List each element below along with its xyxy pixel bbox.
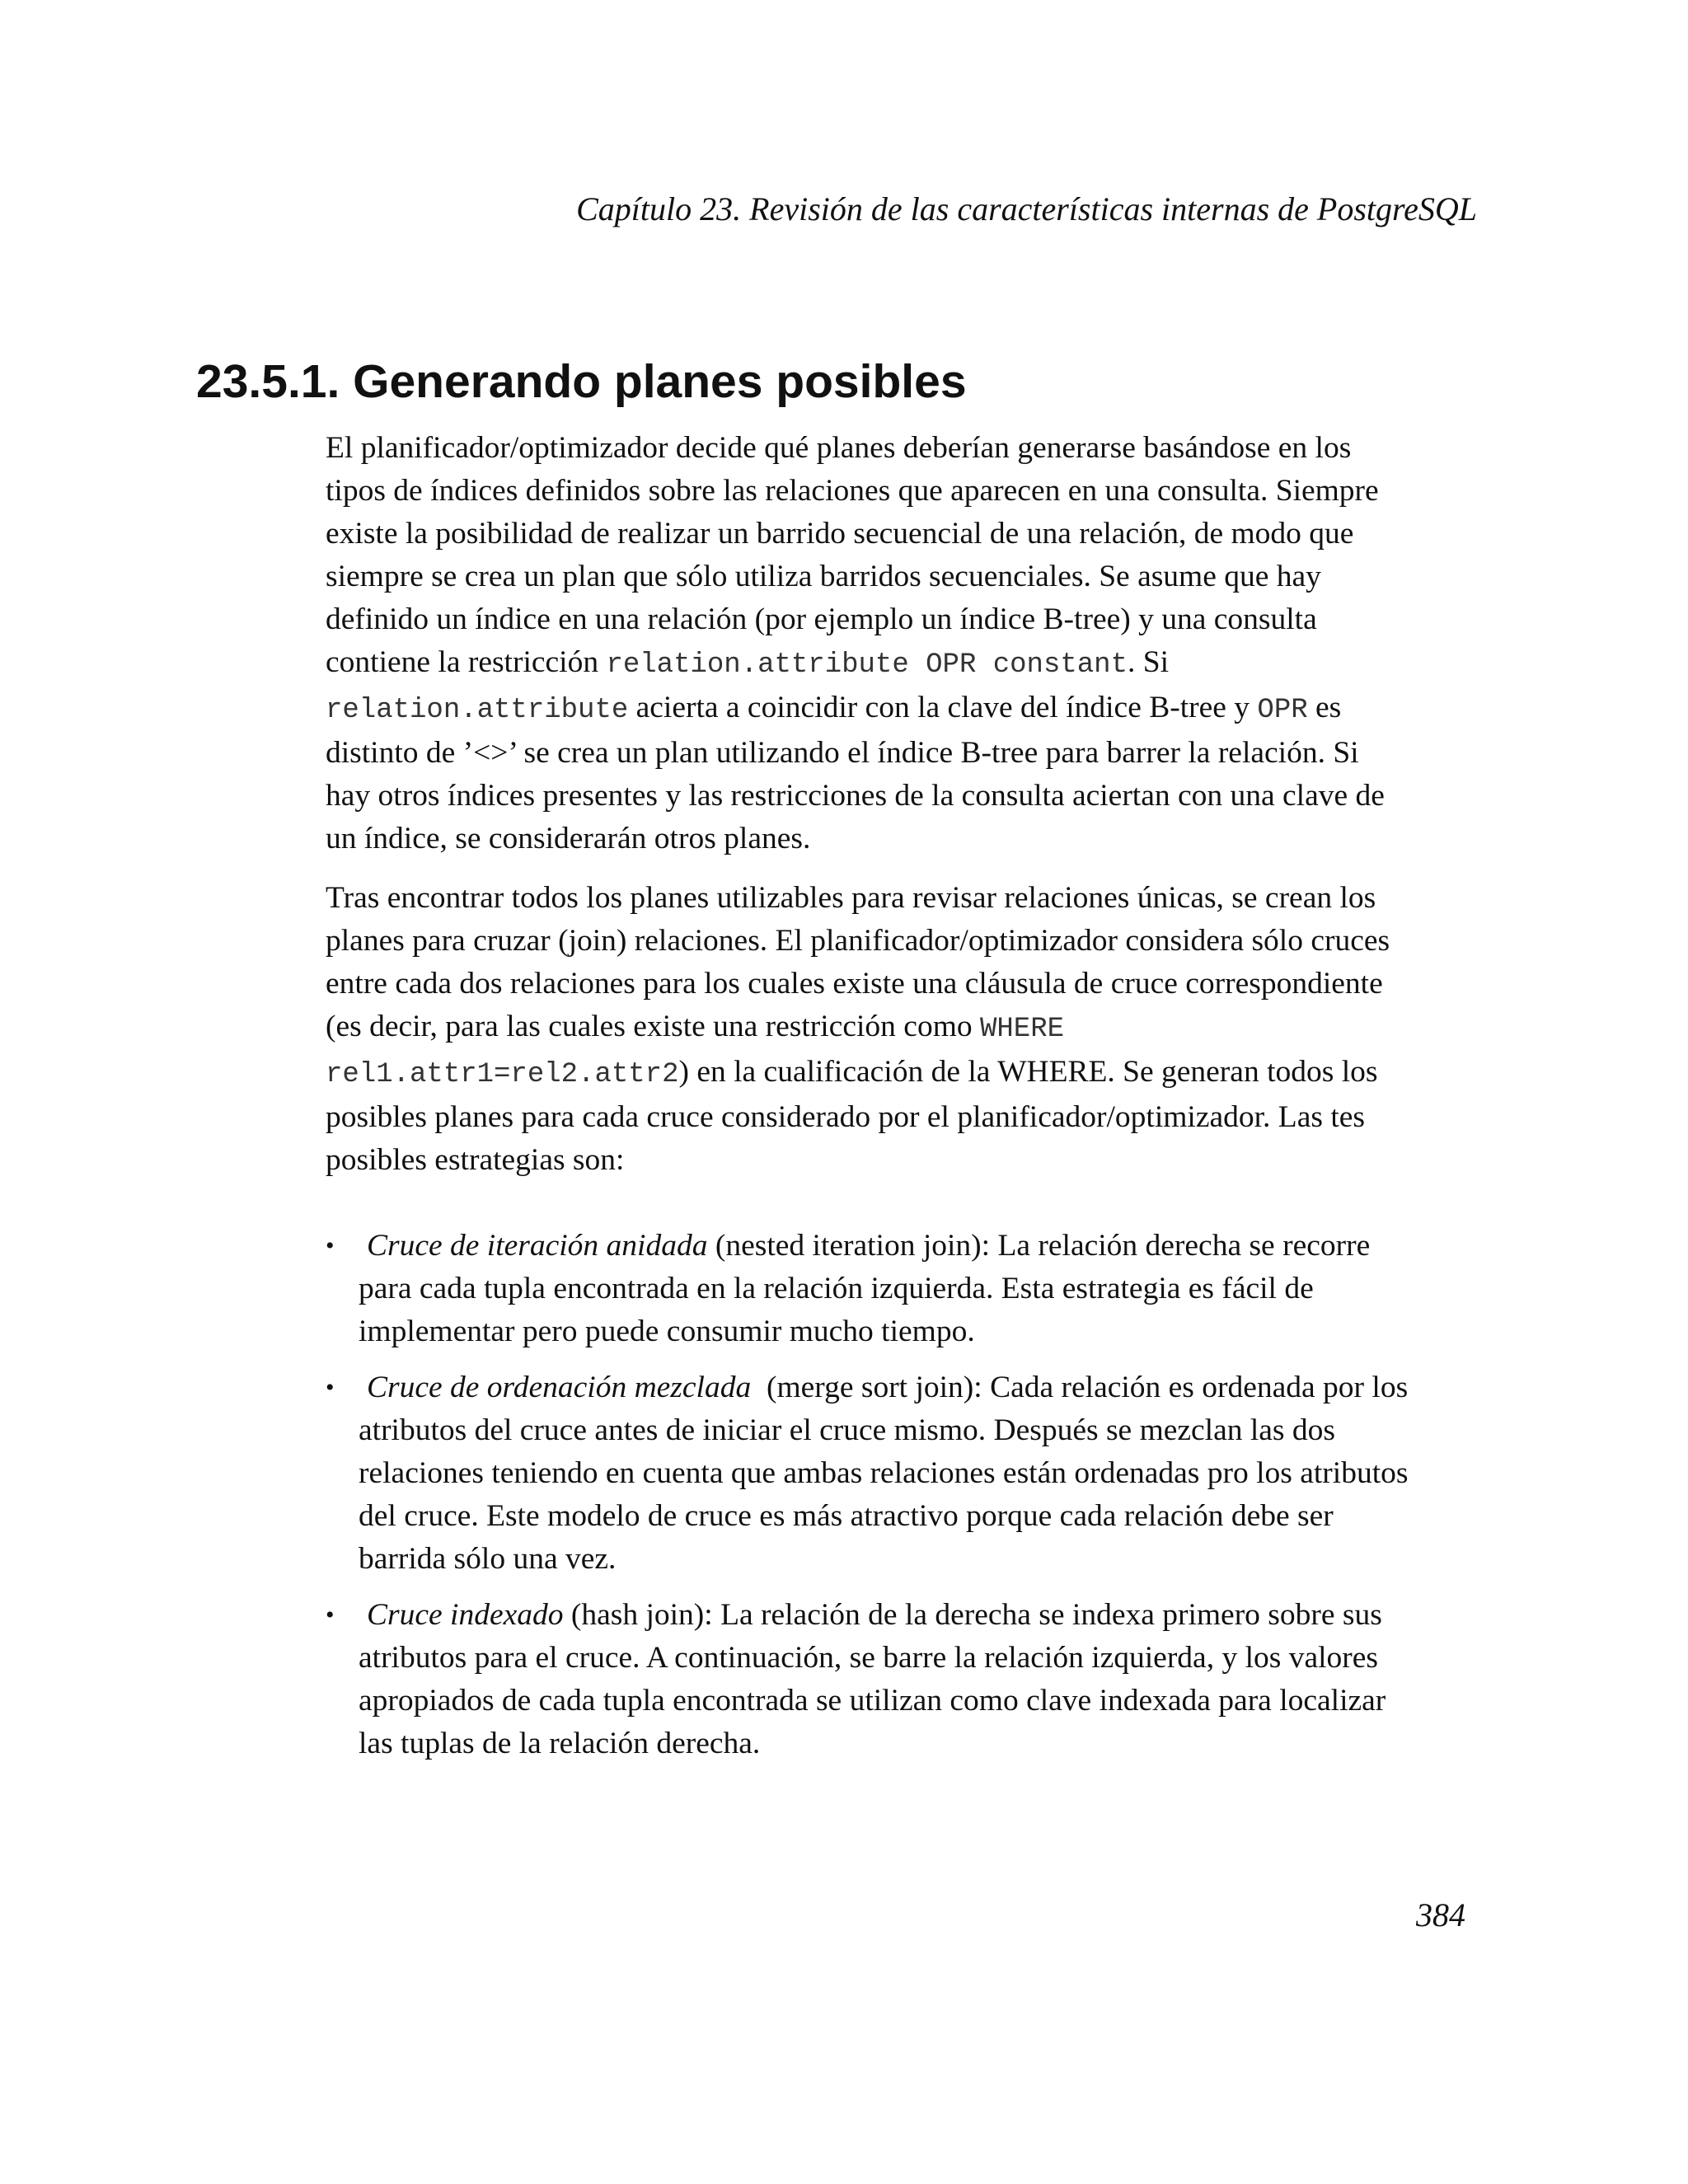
text-line: hay otros índices presentes y las restricciones de la consulta aciertan con una clave de: [326, 779, 1385, 813]
text-line: existe la posibilidad de realizar un barrido secuencial de una relación, de modo que: [326, 517, 1354, 551]
text-run: acierta a coincidir con la clave del índice B-tree y: [628, 691, 1258, 724]
inline-code: rel1.attr1=rel2.attr2: [326, 1059, 679, 1090]
text-line: relaciones teniendo en cuenta que ambas relaciones están ordenadas pro los atributos: [359, 1456, 1409, 1490]
text-line: posibles planes para cada cruce considerado por el planificador/optimizador. Las tes: [326, 1100, 1365, 1134]
text-line: definido un índice en una relación (por ejemplo un índice B-tree) y una consulta: [326, 602, 1317, 636]
paragraph-planner-intro: [326, 427, 1479, 860]
list-item: [326, 1225, 1479, 1353]
text-line: [359, 1366, 1479, 1409]
text-line: distinto de ’<>’ se crea un plan utilizando el índice B-tree para barrer la relación. Si: [326, 736, 1359, 770]
body-text: [326, 427, 1479, 1779]
text-run: contiene la restricción: [326, 645, 607, 679]
inline-code: relation.attribute: [326, 695, 629, 726]
text-run: (merge sort join): Cada relación es ordenada por los: [751, 1371, 1409, 1404]
bullet-icon: •: [326, 1601, 335, 1629]
text-run: ) en la cualificación de la WHERE. Se generan todos los: [678, 1055, 1378, 1089]
text-line: implementar pero puede consumir mucho tiempo.: [359, 1315, 975, 1348]
text-run: . Si: [1127, 645, 1170, 679]
list-item: [326, 1594, 1479, 1765]
term-emphasis: Cruce indexado: [367, 1598, 564, 1632]
text-line: atributos para el cruce. A continuación, se barre la relación izquierda, y los valores: [359, 1641, 1379, 1675]
join-strategies-list: [326, 1225, 1479, 1765]
text-line: planes para cruzar (join) relaciones. El planificador/optimizador considera sólo cruces: [326, 924, 1390, 958]
text-line: [359, 1225, 1479, 1268]
text-line: del cruce. Este modelo de cruce es más atractivo porque cada relación debe ser: [359, 1499, 1334, 1533]
text-line: tipos de índices definidos sobre las relaciones que aparecen en una consulta. Siempre: [326, 474, 1379, 508]
inline-code: relation.attribute OPR constant: [606, 649, 1128, 681]
text-run: es: [1307, 691, 1342, 724]
bullet-icon: •: [326, 1232, 335, 1259]
text-line: [359, 1594, 1479, 1637]
text-line: para cada tupla encontrada en la relación izquierda. Esta estrategia es fácil de: [359, 1272, 1314, 1305]
text-line: Tras encontrar todos los planes utilizables para revisar relaciones únicas, se crean los: [326, 881, 1376, 915]
text-line: las tuplas de la relación derecha.: [359, 1727, 761, 1760]
text-line: [326, 641, 1479, 687]
text-line: El planificador/optimizador decide qué planes deberían generarse basándose en los: [326, 431, 1352, 465]
section-title: 23.5.1. Generando planes posibles: [196, 355, 967, 408]
page-number: 384: [1416, 1896, 1465, 1933]
text-line: barrida sólo una vez.: [359, 1542, 617, 1576]
text-line: atributos del cruce antes de iniciar el cruce mismo. Después se mezclan las dos: [359, 1413, 1335, 1447]
text-line: apropiados de cada tupla encontrada se utilizan como clave indexada para localizar: [359, 1684, 1386, 1718]
text-line: posibles estrategias son:: [326, 1143, 625, 1177]
text-line: [326, 1005, 1479, 1051]
text-run: (hash join): La relación de la derecha se indexa primero sobre sus: [563, 1598, 1382, 1632]
text-line: entre cada dos relaciones para los cuales existe una cláusula de cruce correspondiente: [326, 967, 1383, 1001]
text-run: (nested iteration join): La relación derecha se recorre: [707, 1229, 1371, 1263]
text-run: (es decir, para las cuales existe una restricción como: [326, 1010, 980, 1043]
inline-code: WHERE: [979, 1014, 1065, 1045]
term-emphasis: Cruce de ordenación mezclada: [367, 1371, 752, 1404]
text-line: [326, 1051, 1479, 1096]
inline-code: OPR: [1257, 695, 1308, 726]
text-line: siempre se crea un plan que sólo utiliza barridos secuenciales. Se asume que hay: [326, 560, 1321, 593]
running-header: Capítulo 23. Revisión de las características internas de PostgreSQL: [576, 190, 1477, 227]
paragraph-join-plans: [326, 877, 1479, 1182]
list-item: [326, 1366, 1479, 1581]
text-line: [326, 687, 1479, 732]
term-emphasis: Cruce de iteración anidada: [367, 1229, 708, 1263]
text-line: un índice, se considerarán otros planes.: [326, 822, 811, 855]
bullet-icon: •: [326, 1374, 335, 1401]
